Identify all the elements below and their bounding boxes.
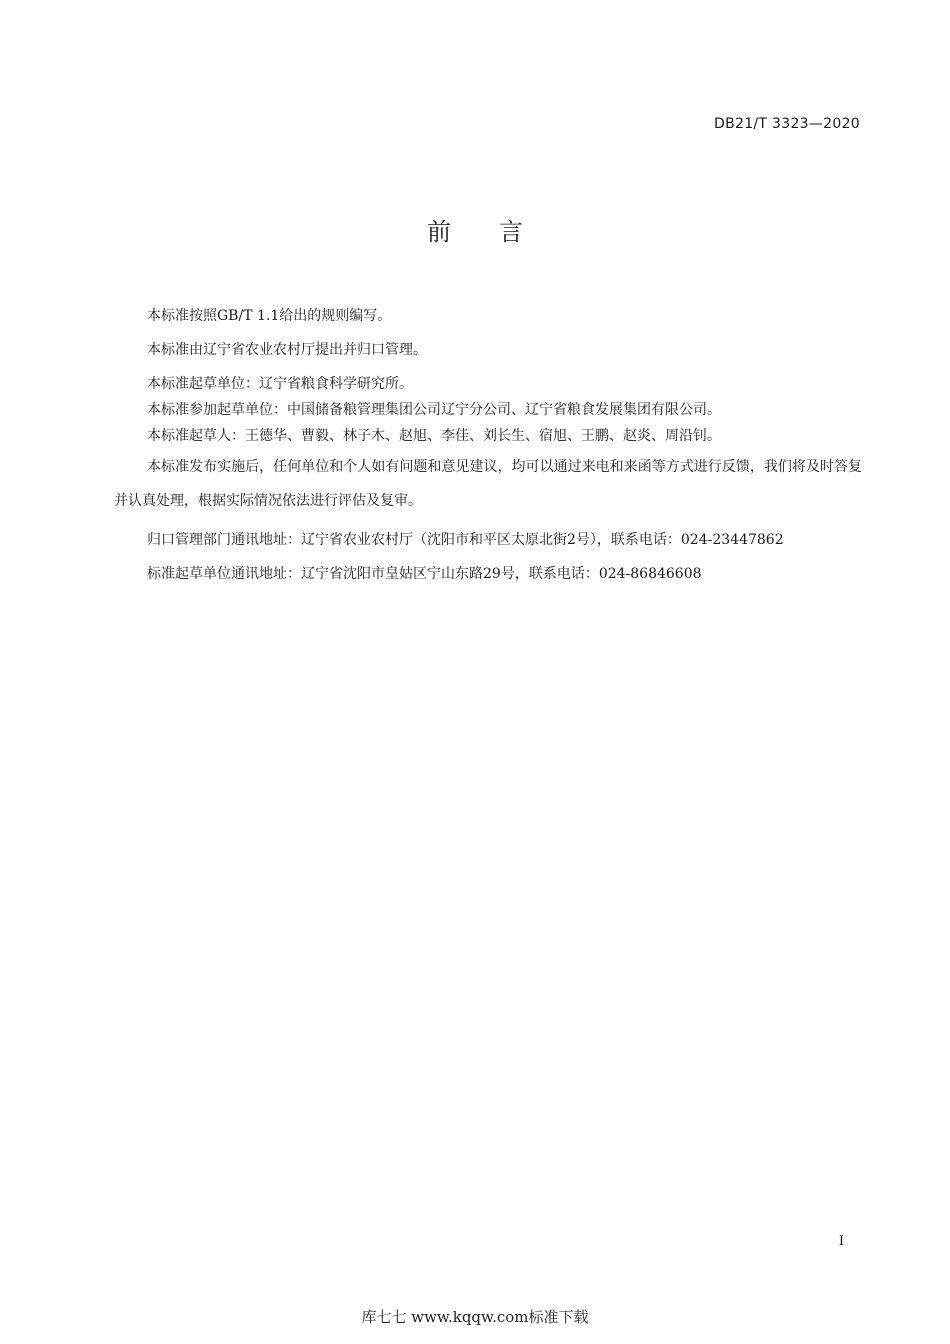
paragraph-drafting-unit: 本标准起草单位：辽宁省粮食科学研究所。 bbox=[147, 376, 413, 392]
paragraph-feedback: 本标准发布实施后，任何单位和个人如有问题和意见建议，均可以通过来电和来函等方式进行反馈，我们将及时答复并认真处理，根据实际情况依法进行评估及复审。 bbox=[114, 459, 862, 509]
paragraph-participating-units: 本标准参加起草单位：中国储备粮管理集团公司辽宁分公司、辽宁省粮食发展集团有限公司。 bbox=[147, 402, 721, 418]
foreword-body bbox=[114, 306, 862, 584]
standard-number: DB21/T 3323—2020 bbox=[714, 116, 860, 132]
page-title: 前言 bbox=[427, 218, 571, 246]
paragraph-proposer: 本标准由辽宁省农业农村厅提出并归口管理。 bbox=[147, 342, 427, 358]
paragraph-drafter-address: 标准起草单位通讯地址：辽宁省沈阳市皇姑区宁山东路29号，联系电话：024-86846608 bbox=[147, 566, 702, 582]
paragraph-drafting-rules: 本标准按照GB/T 1.1给出的规则编写。 bbox=[147, 308, 392, 324]
paragraph-authority-address: 归口管理部门通讯地址：辽宁省农业农村厅（沈阳市和平区太原北街2号），联系电话：024-23447862 bbox=[147, 532, 784, 548]
footer-watermark: 库七七 www.kqqw.com标准下载 bbox=[361, 1308, 589, 1326]
paragraph-drafters: 本标准起草人：王德华、曹毅、林子木、赵旭、李佳、刘长生、宿旭、王鹏、赵炎、周沿钊。 bbox=[147, 428, 721, 444]
page-number: I bbox=[838, 1234, 844, 1249]
